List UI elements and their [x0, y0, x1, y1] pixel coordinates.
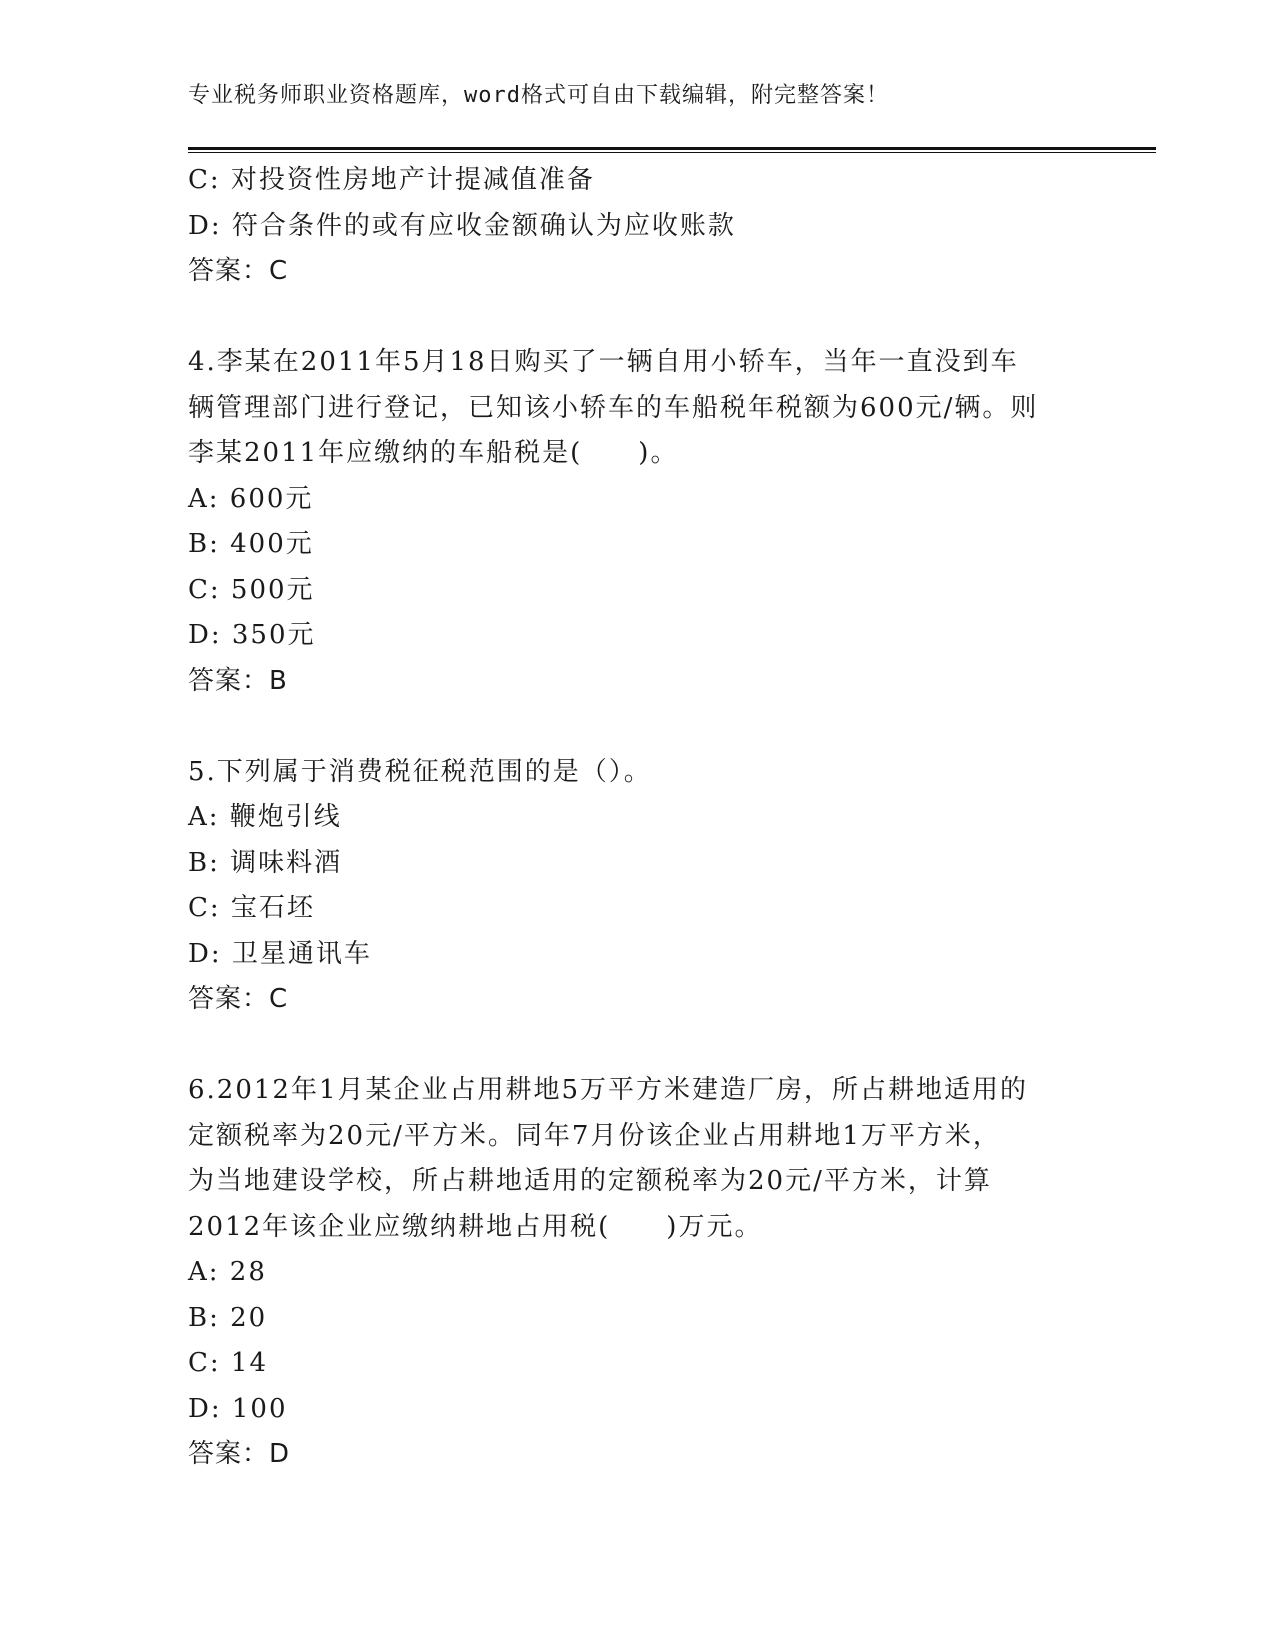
option-c: C: 500元 [188, 574, 315, 605]
option-a: A: 28 [188, 1257, 267, 1287]
option-d: D: 符合条件的或有应收金额确认为应收账款 [188, 210, 736, 241]
option-a: A: 600元 [188, 483, 314, 514]
option-b: B: 20 [188, 1302, 268, 1333]
question-5 [188, 750, 1088, 1023]
answer-line: 答案：C [188, 984, 289, 1014]
question-stem-line: 李某2011年应缴纳的车船税是( )。 [188, 438, 679, 468]
option-d: D: 100 [188, 1393, 288, 1424]
spacer [188, 295, 1088, 341]
question-4 [188, 340, 1088, 704]
question-stem-line: 2012年该企业应缴纳耕地占用税( )万元。 [188, 1211, 763, 1242]
question-stem-line: 4.李某在2011年5月18日购买了一辆自用小轿车，当年一直没到车 [188, 347, 1019, 377]
option-b: B: 调味料酒 [188, 847, 343, 878]
answer-line: 答案：C [188, 256, 289, 286]
question-stem-line: 定额税率为20元/平方米。同年7月份该企业占用耕地1万平方米， [188, 1120, 1001, 1151]
option-c: C: 对投资性房地产计提减值准备 [188, 165, 595, 195]
question-stem-line: 6.2012年1月某企业占用耕地5万平方米建造厂房，所占耕地适用的 [188, 1075, 1029, 1105]
option-a: A: 鞭炮引线 [188, 802, 342, 832]
spacer [188, 704, 1088, 750]
page-header: 专业税务师职业资格题库，word格式可自由下载编辑，附完整答案！ [188, 83, 889, 108]
option-c: C: 宝石坯 [188, 893, 315, 923]
spacer [188, 1023, 1088, 1069]
header-divider [188, 147, 1156, 153]
option-c: C: 14 [188, 1348, 269, 1378]
question-3-tail [188, 158, 1088, 295]
option-b: B: 400元 [188, 529, 314, 559]
answer-line: 答案：D [188, 1439, 291, 1469]
answer-line: 答案：B [188, 665, 288, 696]
question-stem-line: 辆管理部门进行登记，已知该小轿车的车船税年税额为600元/辆。则 [188, 392, 1039, 423]
option-d: D: 卫星通讯车 [188, 938, 372, 969]
question-stem-line: 5.下列属于消费税征税范围的是（）。 [188, 756, 652, 787]
document-body [188, 158, 1088, 1478]
option-d: D: 350元 [188, 620, 316, 650]
question-stem-line: 为当地建设学校，所占耕地适用的定额税率为20元/平方米，计算 [188, 1166, 992, 1196]
question-6 [188, 1068, 1088, 1478]
